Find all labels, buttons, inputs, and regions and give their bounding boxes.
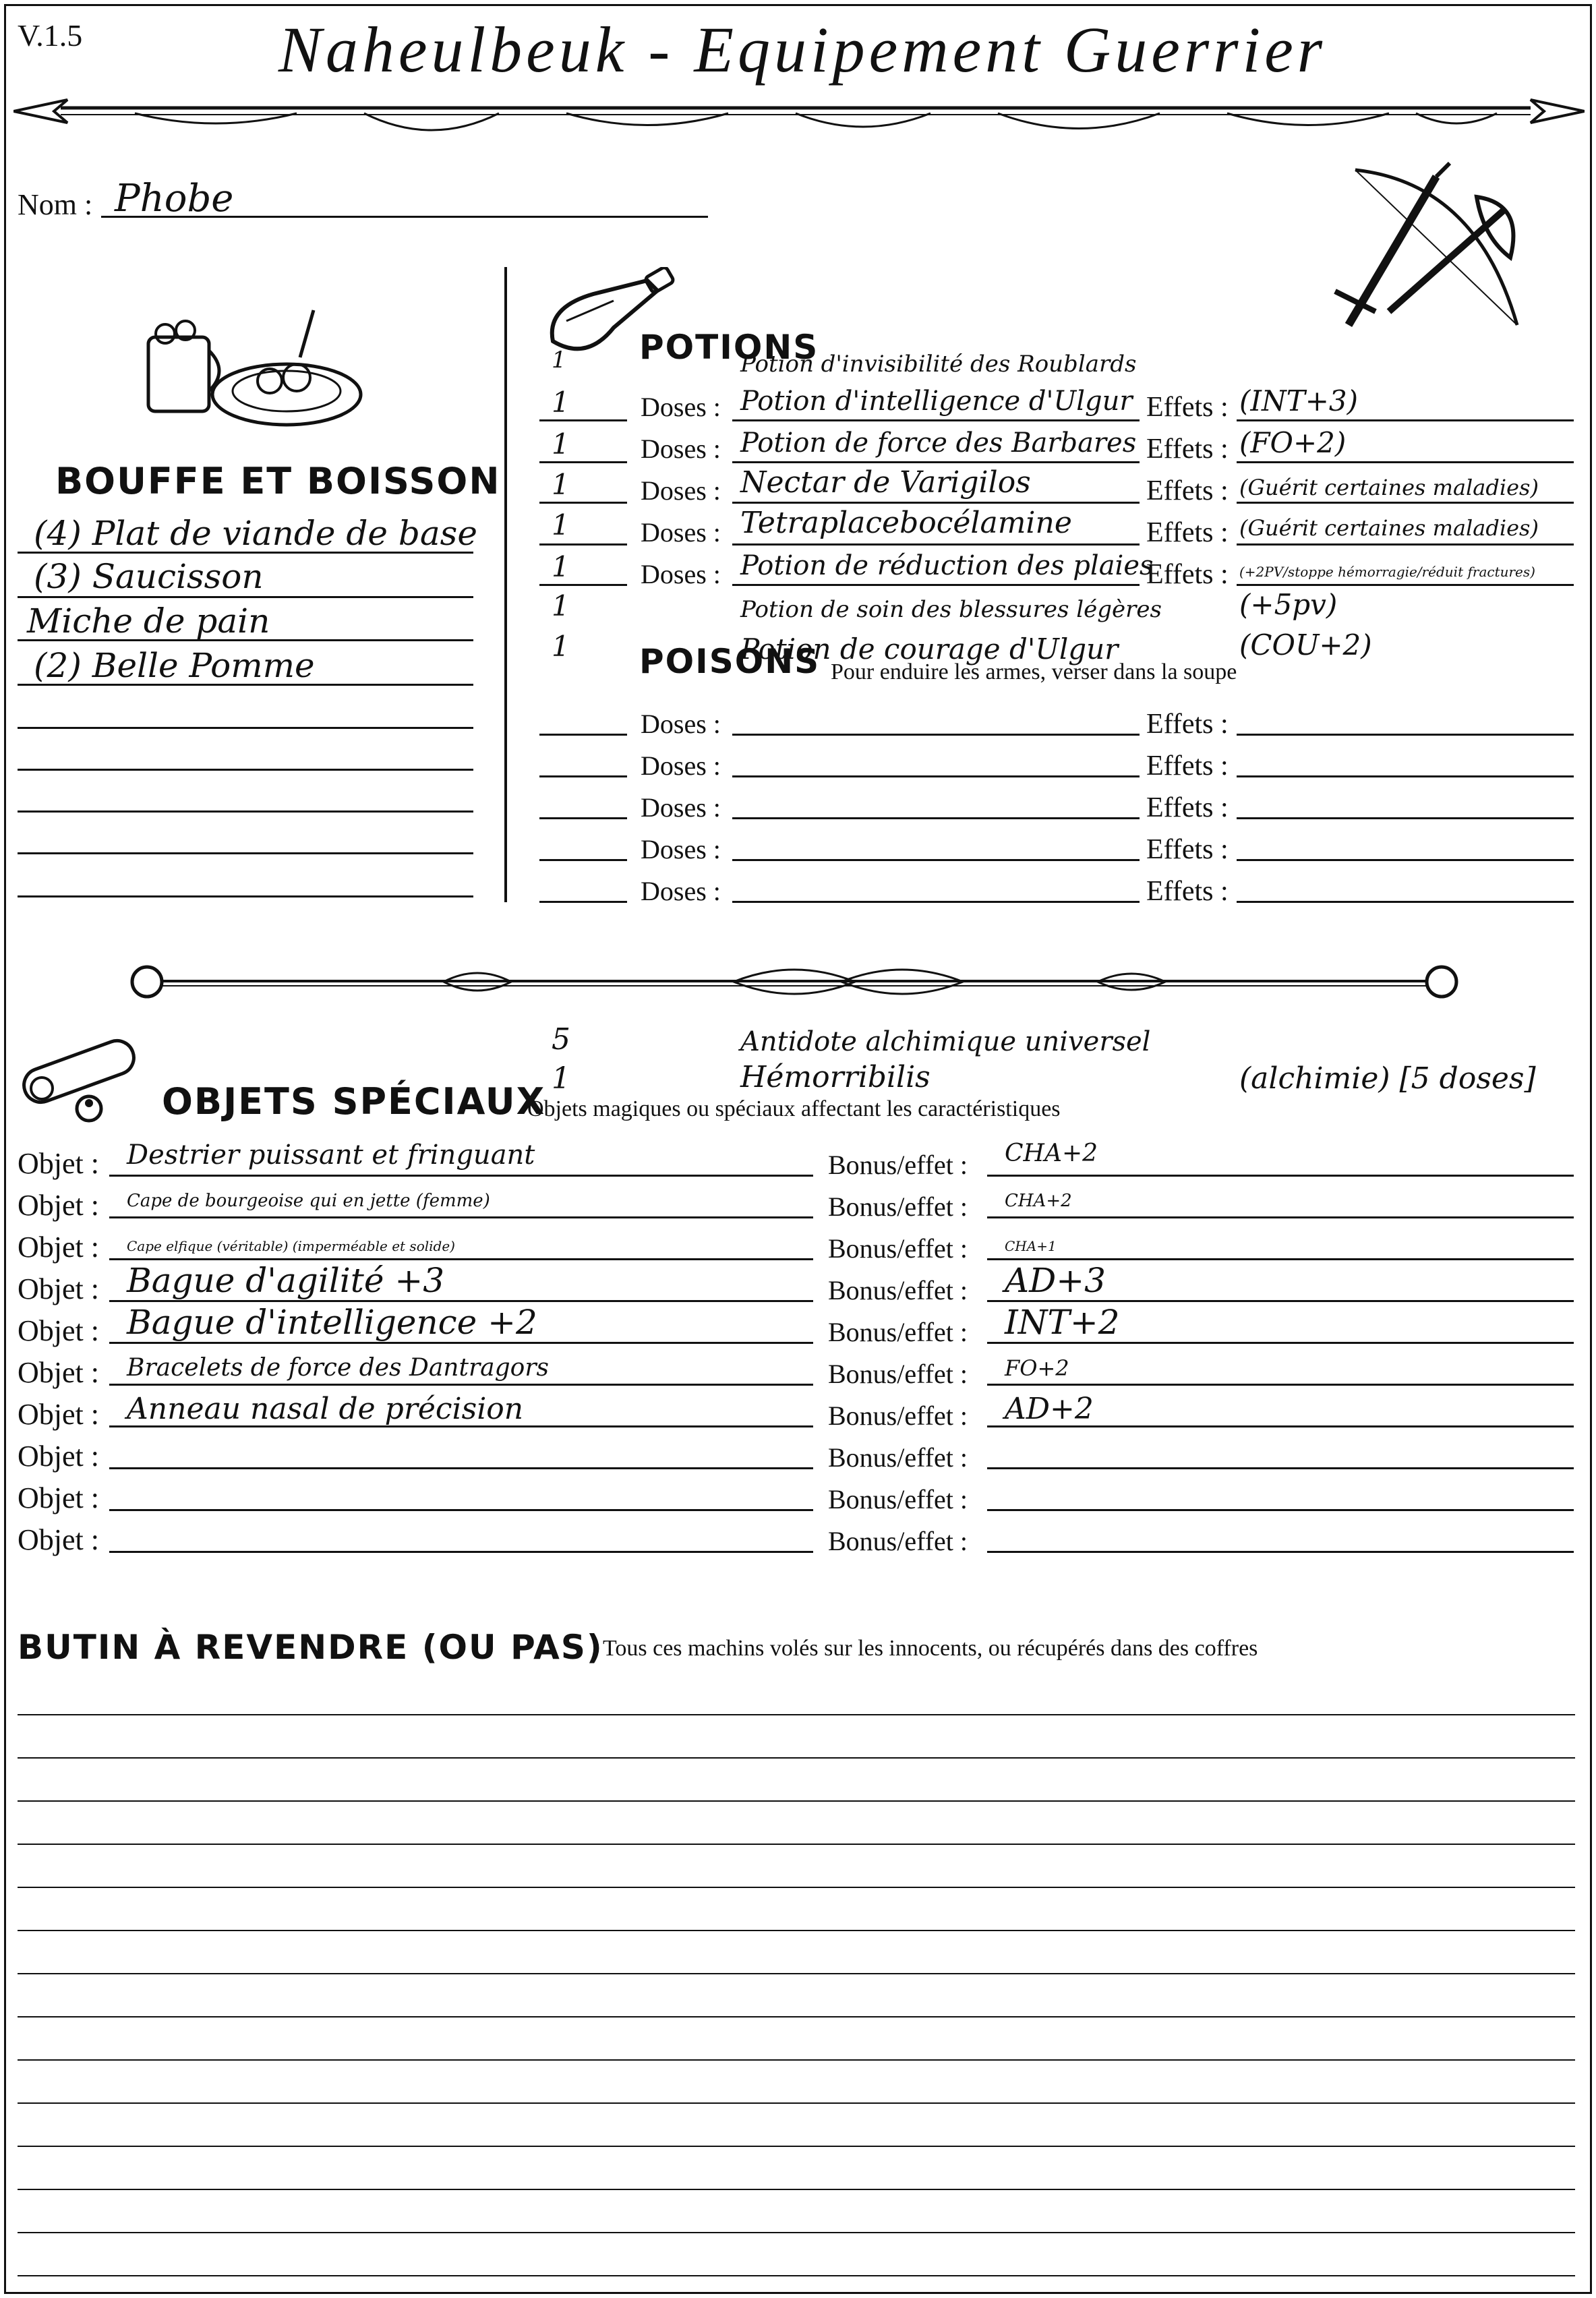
effets-label: Effets : bbox=[1146, 750, 1229, 782]
potion-name[interactable]: Nectar de Varigilos bbox=[740, 465, 1031, 500]
spear-divider-icon bbox=[13, 86, 1585, 147]
butin-line[interactable] bbox=[18, 2146, 1575, 2147]
objets-subtitle: Objets magiques ou spéciaux affectant les caractéristiques bbox=[527, 1096, 1061, 1121]
bonus-label: Bonus/effet : bbox=[828, 1359, 968, 1389]
doses-label: Doses : bbox=[641, 834, 721, 864]
food-item[interactable]: (3) Saucisson bbox=[34, 557, 264, 596]
objet-label: Objet : bbox=[18, 1398, 99, 1431]
nom-field[interactable]: Phobe bbox=[115, 177, 234, 220]
butin-line[interactable] bbox=[18, 2275, 1575, 2276]
objets-title: OBJETS SPÉCIAUX bbox=[162, 1080, 546, 1123]
objet-name[interactable]: Bracelets de force des Dantragors bbox=[127, 1354, 550, 1382]
objet-name[interactable]: Cape de bourgeoise qui en jette (femme) bbox=[127, 1191, 490, 1211]
effets-label: Effets : bbox=[1146, 517, 1229, 548]
effets-label: Effets : bbox=[1146, 792, 1229, 823]
bonus-line bbox=[987, 1216, 1574, 1218]
bonus-line[interactable] bbox=[987, 1467, 1574, 1469]
name-line bbox=[732, 502, 1140, 504]
bonus-line[interactable] bbox=[987, 1551, 1574, 1553]
potion-name[interactable]: Potion de force des Barbares bbox=[740, 428, 1137, 459]
food-section-title: BOUFFE ET BOISSON bbox=[55, 460, 501, 502]
food-line bbox=[18, 552, 473, 554]
potion-qty[interactable]: 1 bbox=[552, 508, 570, 541]
objet-line bbox=[109, 1175, 813, 1177]
butin-line[interactable] bbox=[18, 1973, 1575, 1974]
bonus-label: Bonus/effet : bbox=[828, 1150, 968, 1180]
potion-effect[interactable]: (INT+3) bbox=[1239, 384, 1359, 417]
alchemy-qty[interactable]: 1 bbox=[552, 1061, 570, 1096]
effets-label: Effets : bbox=[1146, 475, 1229, 506]
bonus-value[interactable]: CHA+1 bbox=[1005, 1238, 1057, 1254]
objet-label: Objet : bbox=[18, 1147, 99, 1180]
bonus-label: Bonus/effet : bbox=[828, 1191, 968, 1222]
doses-label: Doses : bbox=[641, 876, 721, 906]
objet-name[interactable]: Bague d'agilité +3 bbox=[127, 1261, 445, 1300]
effect-line bbox=[1237, 419, 1574, 421]
objet-line[interactable] bbox=[109, 1467, 813, 1469]
objet-line bbox=[109, 1216, 813, 1218]
alchemy-qty[interactable]: 5 bbox=[552, 1022, 570, 1057]
poison-name-line[interactable] bbox=[732, 901, 1140, 903]
effect-line bbox=[1237, 461, 1574, 463]
name-line bbox=[732, 584, 1140, 586]
food-line bbox=[18, 811, 473, 813]
bonus-line bbox=[987, 1258, 1574, 1260]
food-line bbox=[18, 684, 473, 686]
food-line bbox=[18, 852, 473, 854]
page-title: Naheulbeuk - Equipement Guerrier bbox=[278, 13, 1327, 86]
nom-label: Nom : bbox=[18, 188, 93, 221]
butin-line[interactable] bbox=[18, 1800, 1575, 1802]
crossed-weapons-icon bbox=[1328, 156, 1531, 338]
potion-effect[interactable]: (FO+2) bbox=[1239, 426, 1347, 459]
qty-line[interactable] bbox=[539, 734, 627, 736]
doses-label: Doses : bbox=[641, 709, 721, 739]
objet-line bbox=[109, 1425, 813, 1427]
potion-effect[interactable]: (+2PV/stoppe hémorragie/réduit fractures) bbox=[1239, 564, 1535, 580]
bonus-line bbox=[987, 1175, 1574, 1177]
doses-label: Doses : bbox=[641, 434, 721, 464]
potion-name[interactable]: Potion de réduction des plaies bbox=[740, 550, 1154, 581]
bonus-label: Bonus/effet : bbox=[828, 1233, 968, 1264]
potion-qty[interactable]: 1 bbox=[552, 468, 570, 501]
objet-name[interactable]: Anneau nasal de précision bbox=[127, 1392, 524, 1426]
bonus-line bbox=[987, 1384, 1574, 1386]
effets-label: Effets : bbox=[1146, 834, 1229, 865]
doses-label: Doses : bbox=[641, 392, 721, 422]
food-line bbox=[18, 769, 473, 771]
potion-effect[interactable]: (COU+2) bbox=[1239, 628, 1372, 661]
name-line bbox=[732, 461, 1140, 463]
column-divider bbox=[504, 267, 507, 902]
name-line bbox=[732, 419, 1140, 421]
food-item[interactable]: (2) Belle Pomme bbox=[34, 646, 315, 685]
objet-name[interactable]: Bague d'intelligence +2 bbox=[127, 1303, 537, 1342]
butin-title: BUTIN À REVENDRE (OU PAS) bbox=[18, 1628, 603, 1667]
food-line bbox=[18, 596, 473, 598]
effets-label: Effets : bbox=[1146, 559, 1229, 590]
butin-line[interactable] bbox=[18, 1930, 1575, 1931]
objet-label: Objet : bbox=[18, 1272, 99, 1305]
qty-line bbox=[539, 461, 627, 463]
poison-effect-line[interactable] bbox=[1237, 817, 1574, 819]
staff-divider-icon bbox=[127, 958, 1462, 1005]
effets-label: Effets : bbox=[1146, 434, 1229, 465]
potion-name[interactable]: Potion d'intelligence d'Ulgur bbox=[740, 386, 1133, 417]
butin-line[interactable] bbox=[18, 2059, 1575, 2061]
qty-line[interactable] bbox=[539, 775, 627, 777]
butin-line[interactable] bbox=[18, 2016, 1575, 2017]
effect-line bbox=[1237, 543, 1574, 546]
potion-effect[interactable]: (+5pv) bbox=[1239, 588, 1338, 621]
doses-label: Doses : bbox=[641, 517, 721, 548]
bonus-label: Bonus/effet : bbox=[828, 1526, 968, 1556]
bonus-line bbox=[987, 1425, 1574, 1427]
poison-name-line[interactable] bbox=[732, 734, 1140, 736]
alchemy-name[interactable]: Hémorribilis bbox=[740, 1060, 930, 1094]
potion-name[interactable]: Potion de soin des blessures légères bbox=[740, 596, 1162, 623]
food-line bbox=[18, 895, 473, 897]
name-line bbox=[732, 543, 1140, 546]
objet-line[interactable] bbox=[109, 1509, 813, 1511]
qty-line[interactable] bbox=[539, 817, 627, 819]
qty-line bbox=[539, 584, 627, 586]
potion-name[interactable]: Tetraplacebocélamine bbox=[740, 506, 1072, 540]
bonus-label: Bonus/effet : bbox=[828, 1442, 968, 1473]
poisons-title: POISONS bbox=[639, 642, 821, 681]
poison-effect-line[interactable] bbox=[1237, 775, 1574, 777]
objet-name[interactable]: Cape elfique (véritable) (imperméable et solide) bbox=[127, 1238, 455, 1254]
butin-line[interactable] bbox=[18, 2232, 1575, 2233]
potion-name[interactable]: Potion de courage d'Ulgur bbox=[740, 632, 1119, 666]
objet-label: Objet : bbox=[18, 1314, 99, 1347]
objet-name[interactable]: Destrier puissant et fringuant bbox=[127, 1140, 535, 1171]
butin-subtitle: Tous ces machins volés sur les innocents, ou récupérés dans des coffres bbox=[603, 1636, 1258, 1661]
effets-label: Effets : bbox=[1146, 392, 1229, 423]
poisons-subtitle: Pour enduire les armes, verser dans la soupe bbox=[831, 659, 1237, 684]
qty-line bbox=[539, 502, 627, 504]
nom-underline bbox=[101, 216, 708, 218]
doses-label: Doses : bbox=[641, 750, 721, 781]
objet-line bbox=[109, 1384, 813, 1386]
butin-line[interactable] bbox=[18, 1757, 1575, 1759]
potions-title: POTIONS bbox=[639, 328, 819, 367]
qty-line bbox=[539, 543, 627, 546]
bonus-value[interactable]: AD+3 bbox=[1005, 1261, 1106, 1300]
bonus-label: Bonus/effet : bbox=[828, 1401, 968, 1431]
bonus-value[interactable]: AD+2 bbox=[1005, 1392, 1094, 1426]
effect-line bbox=[1237, 502, 1574, 504]
bonus-value[interactable]: CHA+2 bbox=[1005, 1191, 1072, 1211]
potion-effect[interactable]: (Guérit certaines maladies) bbox=[1239, 475, 1539, 500]
alchemy-name[interactable]: Antidote alchimique universel bbox=[740, 1026, 1151, 1057]
bonus-line bbox=[987, 1342, 1574, 1344]
scroll-ring-icon bbox=[15, 1028, 156, 1129]
objet-label: Objet : bbox=[18, 1440, 99, 1473]
alchemy-note[interactable]: (alchimie) [5 doses] bbox=[1239, 1061, 1536, 1096]
bonus-label: Bonus/effet : bbox=[828, 1275, 968, 1305]
doses-label: Doses : bbox=[641, 475, 721, 506]
potion-qty[interactable]: 1 bbox=[552, 589, 570, 622]
bonus-label: Bonus/effet : bbox=[828, 1484, 968, 1514]
butin-line[interactable] bbox=[18, 1844, 1575, 1845]
poison-name-line[interactable] bbox=[732, 817, 1140, 819]
objet-line[interactable] bbox=[109, 1551, 813, 1553]
potion-qty[interactable]: 1 bbox=[552, 428, 570, 461]
doses-label: Doses : bbox=[641, 792, 721, 823]
objet-line bbox=[109, 1258, 813, 1260]
potion-effect[interactable]: (Guérit certaines maladies) bbox=[1239, 515, 1539, 541]
objet-line bbox=[109, 1342, 813, 1344]
potion-qty[interactable]: 1 bbox=[552, 386, 570, 419]
effets-label: Effets : bbox=[1146, 709, 1229, 740]
butin-line[interactable] bbox=[18, 2189, 1575, 2190]
doses-label: Doses : bbox=[641, 559, 721, 589]
bonus-line bbox=[987, 1300, 1574, 1302]
objet-label: Objet : bbox=[18, 1356, 99, 1389]
bonus-value[interactable]: CHA+2 bbox=[1005, 1140, 1098, 1167]
food-line bbox=[18, 727, 473, 729]
poison-name-line[interactable] bbox=[732, 859, 1140, 861]
potion-qty[interactable]: 1 bbox=[552, 630, 570, 663]
version-label: V.1.5 bbox=[18, 18, 83, 53]
bonus-value[interactable]: FO+2 bbox=[1005, 1355, 1069, 1381]
potion-overflow-qty: 1 bbox=[552, 347, 566, 374]
effets-label: Effets : bbox=[1146, 876, 1229, 907]
qty-line[interactable] bbox=[539, 859, 627, 861]
food-plate-icon bbox=[135, 297, 364, 432]
poison-effect-line[interactable] bbox=[1237, 901, 1574, 903]
objet-label: Objet : bbox=[18, 1231, 99, 1264]
objet-label: Objet : bbox=[18, 1523, 99, 1556]
poison-effect-line[interactable] bbox=[1237, 859, 1574, 861]
effect-line bbox=[1237, 584, 1574, 586]
butin-line[interactable] bbox=[18, 1887, 1575, 1888]
poison-name-line[interactable] bbox=[732, 775, 1140, 777]
poison-effect-line[interactable] bbox=[1237, 734, 1574, 736]
potion-qty[interactable]: 1 bbox=[552, 550, 570, 583]
butin-line[interactable] bbox=[18, 1714, 1575, 1715]
food-item[interactable]: (4) Plat de viande de base bbox=[34, 514, 477, 553]
bonus-line[interactable] bbox=[987, 1509, 1574, 1511]
objet-label: Objet : bbox=[18, 1481, 99, 1514]
qty-line[interactable] bbox=[539, 901, 627, 903]
objet-label: Objet : bbox=[18, 1189, 99, 1222]
bonus-value[interactable]: INT+2 bbox=[1005, 1303, 1120, 1342]
food-line bbox=[18, 639, 473, 641]
bonus-label: Bonus/effet : bbox=[828, 1317, 968, 1347]
objet-line bbox=[109, 1300, 813, 1302]
butin-line[interactable] bbox=[18, 2102, 1575, 2104]
food-item[interactable]: Miche de pain bbox=[27, 601, 270, 641]
qty-line bbox=[539, 419, 627, 421]
potion-overflow-name: Potion d'invisibilité des Roublards bbox=[740, 351, 1137, 378]
